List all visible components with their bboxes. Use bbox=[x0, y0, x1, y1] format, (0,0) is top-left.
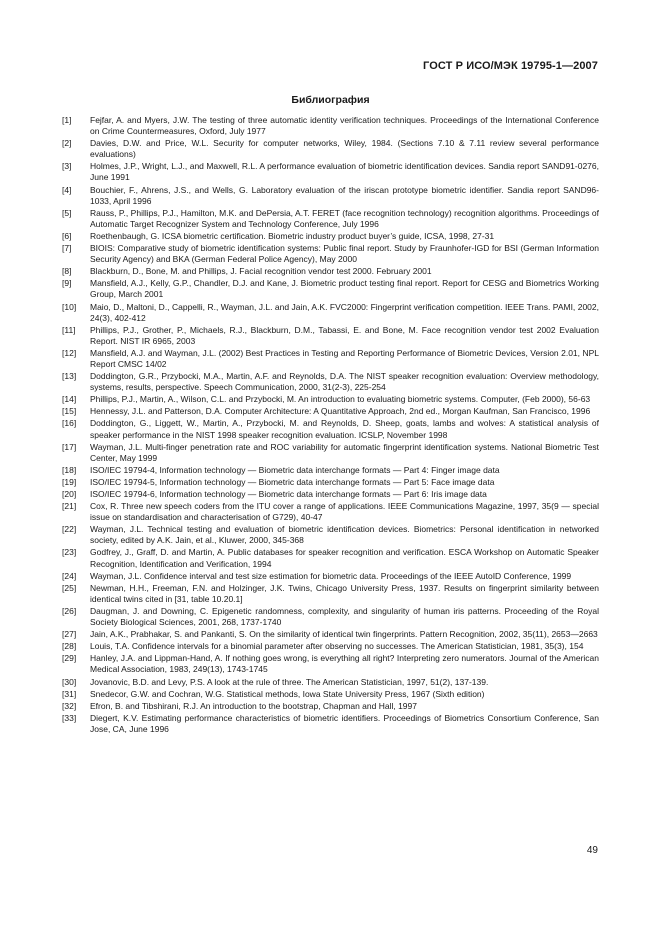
bibliography-entry-number: [7] bbox=[62, 243, 72, 254]
bibliography-entry-number: [23] bbox=[62, 547, 77, 558]
bibliography-entry-text: Jain, A.K., Prabhakar, S. and Pankanti, S. On the similarity of identical twin fingerprints. Pattern Recognition, 2002, 35(11), 2653—2663 bbox=[90, 629, 598, 640]
bibliography-entry-number: [12] bbox=[62, 347, 77, 358]
bibliography-entry-number: [21] bbox=[62, 501, 77, 512]
bibliography-entry-number: [1] bbox=[62, 115, 72, 125]
bibliography-entry-number: [20] bbox=[62, 489, 77, 499]
bibliography-entry-number: [18] bbox=[62, 464, 77, 475]
bibliography-entry-text: Newman, H.H., Freeman, F.N. and Holzinger, J.K. Twins, Chicago University Press, 1937. Results on fingerprint similarity between identical twins cited in [31, table 10.20.1] bbox=[90, 582, 599, 604]
bibliography-entry-text: Fejfar, A. and Myers, J.W. The testing of three automatic identity verification techniques. Proceedings of the International Conference on Crime Countermeasures, Oxford, July 1977 bbox=[90, 115, 599, 137]
bibliography-title: Библиография bbox=[291, 94, 370, 106]
bibliography-entry bbox=[62, 138, 599, 160]
bibliography-entry-number: [14] bbox=[62, 394, 77, 405]
bibliography-entry-text: Wayman, J.L. Confidence interval and test size estimation for biometric data. Proceedings of the IEEE AutoID Conference, 1999 bbox=[90, 570, 572, 581]
bibliography-entry-number: [26] bbox=[62, 605, 77, 616]
bibliography-entry-number: [32] bbox=[62, 700, 77, 711]
bibliography-entry-text: Hanley, J.A. and Lippman-Hand, A. If nothing goes wrong, is everything all right? Interpreting zero numerators. Journal of the American Medical Association, 1983, 249(13), 1743-1745 bbox=[90, 653, 599, 675]
bibliography-entry-number: [9] bbox=[62, 278, 72, 289]
bibliography-entry-text: Cox, R. Three new speech coders from the ITU cover a range of applications. IEEE Communications Magazine, 1997, 35(9 — special issue on standardisation and characterisation of G729), 40-47 bbox=[90, 501, 599, 523]
bibliography-entry-number: [27] bbox=[62, 629, 77, 640]
bibliography-entry-text: Bouchier, F., Ahrens, J.S., and Wells, G. Laboratory evaluation of the iriscan prototype biometric identifier. Sandia report SAND96-1033, April 1996 bbox=[90, 184, 599, 206]
bibliography-entry bbox=[62, 161, 599, 183]
bibliography-entry-text: ISO/IEC 19794-6, Information technology — Biometric data interchange formats — Part 6: Iris image data bbox=[90, 489, 487, 499]
bibliography-entry bbox=[62, 302, 599, 324]
bibliography-entry-number: [17] bbox=[62, 441, 77, 452]
bibliography-entry bbox=[62, 185, 599, 207]
bibliography-entry-number: [25] bbox=[62, 582, 77, 593]
bibliography-entry-text: Wayman, J.L. Technical testing and evaluation of biometric identification devices. Biometrics: Personal identification in networked society, edited by A.K. Jain, et al., Kluwer, 2000, 345-368 bbox=[90, 524, 599, 546]
bibliography-entry bbox=[62, 442, 599, 464]
bibliography-entry-number: [10] bbox=[62, 301, 77, 312]
bibliography-entry-text: Hennessy, J.L. and Patterson, D.A. Computer Architecture: A Quantitative Approach, 2nd ed., Morgan Kaufman, San Francisco, 1996 bbox=[90, 406, 591, 417]
bibliography-entry bbox=[62, 501, 599, 523]
bibliography-entry-text: Daugman, J. and Downing, C. Epigenetic randomness, complexity, and singularity of human iris patterns. Proceeding of the Royal Society Biological Sciences, 2001, 268, 1737-1740 bbox=[90, 605, 599, 628]
bibliography-entry-text: Maio, D., Maltoni, D., Cappelli, R., Wayman, J.L. and Jain, A.K. FVC2000: Fingerprint verification competition. IEEE Trans. PAMI, 2002, 24(3), 402-412 bbox=[90, 301, 599, 323]
bibliography-entry-number: [8] bbox=[62, 266, 72, 277]
bibliography-entry-text: Mansfield, A.J., Kelly, G.P., Chandler, D.J. and Kane, J. Biometric product testing final report. Report for CESG and Biometrics Working Group, March 2001 bbox=[90, 278, 599, 300]
bibliography-entry bbox=[62, 418, 599, 440]
bibliography-entry bbox=[62, 465, 599, 476]
bibliography-entry-text: BIOIS: Comparative study of biometric identification systems: Public final report. Study by Fraunhofer-IGD for BSI (German Information Security Agency) and BKA (German Federal Police Agency), May 2000 bbox=[90, 243, 599, 265]
bibliography-entry-number: [33] bbox=[62, 712, 77, 723]
bibliography-entry bbox=[62, 689, 599, 700]
bibliography-entry bbox=[62, 606, 599, 628]
bibliography-entry-text: Godfrey, J., Graff, D. and Martin, A. Public databases for speaker recognition and verification. ESCA Workshop on Automatic Speaker Recognition, Identification and Verification, 1994 bbox=[90, 547, 599, 569]
bibliography-entry-number: [5] bbox=[62, 207, 72, 218]
bibliography-entry bbox=[62, 115, 599, 137]
bibliography-entry-text: Efron, B. and Tibshirani, R.J. An introduction to the bootstrap, Chapman and Hall, 1997 bbox=[90, 700, 417, 711]
bibliography-entry-number: [11] bbox=[62, 324, 76, 335]
bibliography-entry bbox=[62, 266, 599, 277]
bibliography-entry-number: [24] bbox=[62, 570, 77, 581]
bibliography-entry bbox=[62, 583, 599, 605]
bibliography-entry-text: Doddington, G.R., Przybocki, M.A., Martin, A.F. and Reynolds, D.A. The NIST speaker recognition evaluation: Overview methodology, systems, results, perspective. Speech Communication, 2000, 31(2-3), 225-254 bbox=[90, 371, 599, 393]
bibliography-entry-number: [3] bbox=[62, 161, 72, 172]
bibliography-entry-number: [6] bbox=[62, 230, 72, 241]
bibliography-entry-text: Phillips, P.J., Grother, P., Michaels, R.J., Blackburn, D.M., Tabassi, E. and Bone, M. Face recognition vendor test 2002 Evaluation Report. NIST IR 6965, 2003 bbox=[90, 324, 599, 346]
bibliography-entry bbox=[62, 394, 599, 405]
bibliography-entry bbox=[62, 231, 599, 242]
bibliography-entry-number: [29] bbox=[62, 653, 77, 664]
bibliography-entry-number: [16] bbox=[62, 418, 77, 429]
bibliography-entry-text: Rauss, P., Phillips, P.J., Hamilton, M.K. and DePersia, A.T. FERET (face recognition technology) recognition algorithms. Proceedings of Automatic Target Recognizer System and Technology Conference, July 1996 bbox=[90, 207, 599, 229]
bibliography-entry-text: Phillips, P.J., Martin, A., Wilson, C.L. and Przybocki, M. An introduction to evaluating biometric systems. Computer, (Feb 2000), 56-63 bbox=[90, 394, 591, 405]
bibliography-entry bbox=[62, 713, 599, 735]
bibliography-entry-text: Mansfield, A.J. and Wayman, J.L. (2002) Best Practices in Testing and Reporting Performance of Biometric Devices, Version 2.01, NPL Report CMSC 14/02 bbox=[90, 347, 599, 369]
bibliography-entry-text: Blackburn, D., Bone, M. and Phillips, J. Facial recognition vendor test 2000. February 2001 bbox=[90, 266, 432, 277]
bibliography-entry-text: Davies, D.W. and Price, W.L. Security for computer networks, Wiley, 1984. (Sections 7.10 & 7.11 review several performance evaluations) bbox=[90, 138, 599, 160]
bibliography-entry bbox=[62, 629, 599, 640]
bibliography-entry-number: [15] bbox=[62, 406, 77, 417]
bibliography-entry bbox=[62, 571, 599, 582]
bibliography-entry bbox=[62, 677, 599, 688]
bibliography-entry-number: [13] bbox=[62, 371, 77, 382]
bibliography-entry bbox=[62, 406, 599, 417]
bibliography-entry-text: Snedecor, G.W. and Cochran, W.G. Statistical methods, Iowa State University Press, 1967 (Sixth edition) bbox=[90, 688, 485, 699]
bibliography-entry-number: [30] bbox=[62, 676, 77, 687]
bibliography-entry-number: [19] bbox=[62, 476, 77, 487]
bibliography-entry-text: Holmes, J.P., Wright, L.J., and Maxwell, R.L. A performance evaluation of biometric identification devices. Sandia report SAND91-0276, June 1991 bbox=[90, 161, 599, 183]
bibliography-entry-number: [22] bbox=[62, 524, 77, 535]
bibliography-entry-text: Wayman, J.L. Multi-finger penetration rate and ROC variability for automatic fingerprint identification systems. National Biometric Test Center, May 1999 bbox=[90, 441, 599, 463]
bibliography-entry-text: Jovanovic, B.D. and Levy, P.S. A look at the rule of three. The American Statistician, 1997, 51(2), 137-139. bbox=[90, 676, 489, 687]
bibliography-entry-text: Roethenbaugh, G. ICSA biometric certification. Biometric industry product buyer’s guide, ICSA, 1998, 27-31 bbox=[90, 230, 495, 241]
bibliography-list bbox=[62, 115, 599, 736]
bibliography-entry-number: [2] bbox=[62, 138, 72, 149]
bibliography-entry-text: ISO/IEC 19794-4, Information technology — Biometric data interchange formats — Part 4: Finger image data bbox=[90, 464, 500, 475]
bibliography-entry bbox=[62, 701, 599, 712]
bibliography-entry-number: [4] bbox=[62, 184, 72, 195]
bibliography-entry bbox=[62, 371, 599, 393]
bibliography-entry-number: [28] bbox=[62, 641, 77, 652]
bibliography-entry bbox=[62, 653, 599, 675]
bibliography-entry bbox=[62, 524, 599, 546]
bibliography-entry bbox=[62, 325, 599, 347]
bibliography-entry bbox=[62, 243, 599, 265]
document-standard-header: ГОСТ Р ИСО/МЭК 19795-1—2007 bbox=[423, 60, 598, 72]
bibliography-entry bbox=[62, 489, 599, 500]
bibliography-entry-text: Doddington, G., Liggett, W., Martin, A., Przybocki, M. and Reynolds, D. Sheep, goats, lambs and wolves: A statistical analysis of speaker performance in the NIST 1998 speaker recognition evaluation. ICSLP, November 1998 bbox=[90, 418, 599, 440]
bibliography-entry bbox=[62, 278, 599, 300]
bibliography-entry-text: Louis, T.A. Confidence intervals for a binomial parameter after observing no successes. The American Statistician, 1981, 35(3), 154 bbox=[90, 641, 584, 652]
bibliography-entry bbox=[62, 477, 599, 488]
bibliography-entry bbox=[62, 547, 599, 569]
bibliography-entry-number: [31] bbox=[62, 688, 77, 699]
bibliography-entry bbox=[62, 348, 599, 370]
page-number: 49 bbox=[586, 845, 598, 856]
bibliography-entry-text: ISO/IEC 19794-5, Information technology — Biometric data interchange formats — Part 5: Face image data bbox=[90, 476, 495, 487]
bibliography-entry bbox=[62, 641, 599, 652]
bibliography-entry bbox=[62, 208, 599, 230]
bibliography-entry-text: Diegert, K.V. Estimating performance characteristics of biometric identifiers. Proceedings of Biometrics Consortium Conference, San Jose, CA, June 1996 bbox=[90, 712, 599, 734]
